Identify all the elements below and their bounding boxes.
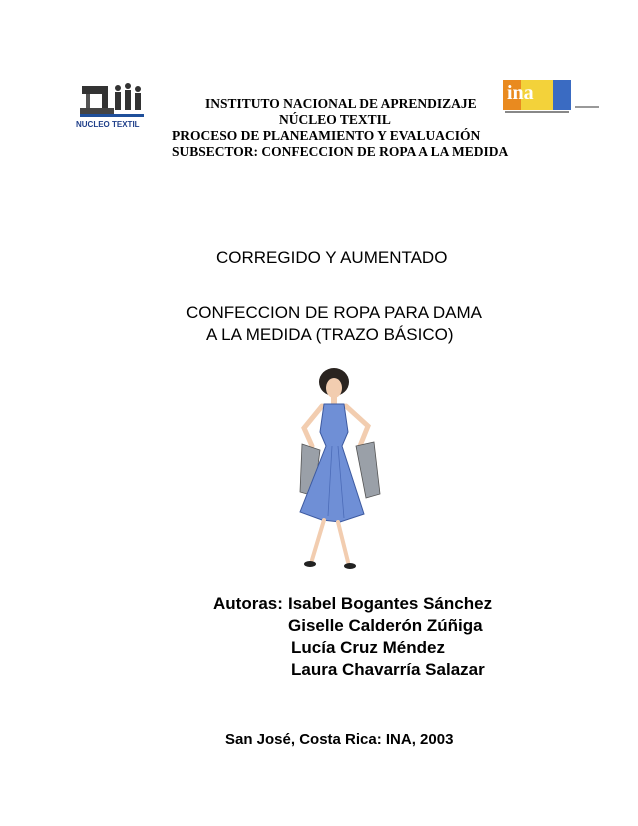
publication-info: San José, Costa Rica: INA, 2003 [225,731,454,748]
author-2: Giselle Calderón Zúñiga [288,616,483,635]
header-process: PROCESO DE PLANEAMIENTO Y EVALUACIÓN [172,128,481,143]
logo-right-text: ina [507,82,534,104]
nucleo-textil-logo [76,80,148,136]
title-line-2: A LA MEDIDA (TRAZO BÁSICO) [206,325,454,344]
subtitle: CORREGIDO Y AUMENTADO [216,248,448,267]
authors-label: Autoras: [213,594,283,613]
header-institution: INSTITUTO NACIONAL DE APRENDIZAJE [205,96,477,111]
ina-logo [503,80,603,116]
author-3: Lucía Cruz Méndez [291,638,445,657]
logo-left-text: NUCLEO TEXTIL [76,120,140,129]
fashion-illustration [282,366,382,574]
author-1: Isabel Bogantes Sánchez [288,594,493,613]
woman-in-blue-dress-icon [282,366,382,574]
header-subsector: SUBSECTOR: CONFECCION DE ROPA A LA MEDIDA [172,144,509,159]
title-line-1: CONFECCION DE ROPA PARA DAMA [186,303,482,322]
header-nucleo: NÚCLEO TEXTIL [279,112,391,127]
author-4: Laura Chavarría Salazar [291,660,485,679]
